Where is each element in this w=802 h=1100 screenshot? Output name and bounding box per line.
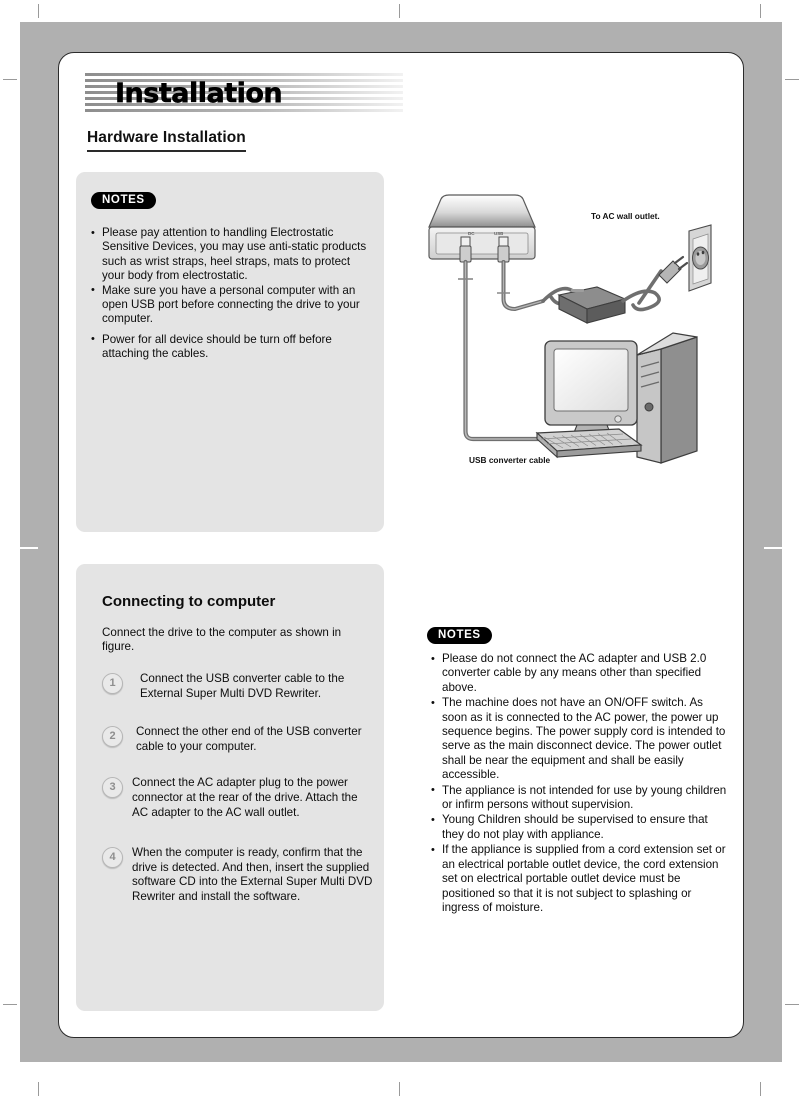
panel-intro-text: Connect the drive to the computer as shown in figure. <box>102 626 342 654</box>
crop-mark-bottom-left <box>38 1082 39 1096</box>
frame-tick-right <box>764 547 782 549</box>
connecting-steps-panel <box>76 564 384 1011</box>
step-number: 3 <box>102 777 123 798</box>
crop-mark-right-top <box>785 79 799 80</box>
crop-mark-left-top <box>3 79 17 80</box>
wall-socket-icon <box>689 225 711 291</box>
crop-mark-bottom-right <box>760 1082 761 1096</box>
crt-monitor-icon <box>545 341 637 435</box>
figure-label-ac-outlet: To AC wall outlet. <box>591 211 660 221</box>
page-title: Installation <box>115 77 283 109</box>
notes-top-body <box>91 226 369 362</box>
step-number: 4 <box>102 847 123 868</box>
ac-plug-icon <box>659 257 687 283</box>
crop-mark-left-bottom <box>3 1004 17 1005</box>
crop-mark-top-right <box>760 4 761 18</box>
step-number: 1 <box>102 673 123 694</box>
step-text: Connect the other end of the USB converter cable to your computer. <box>136 725 362 753</box>
list-item: • The machine does not have an ON/OFF switch. As soon as it is connected to the AC power, the power up sequence begins. The power supply cord is intended to serve as the main disconnect device. The power outlet shall be near the equipment and shall be easily accessible. <box>431 696 727 782</box>
section-heading: Hardware Installation <box>87 129 246 152</box>
notes-top-list <box>91 226 369 362</box>
svg-text:DC: DC <box>468 231 475 236</box>
step-text: Connect the USB converter cable to the External Super Multi DVD Rewriter. <box>140 672 345 700</box>
page-title-banner <box>85 73 403 115</box>
panel-title: Connecting to computer <box>102 593 276 610</box>
notes-badge-wrap <box>427 625 727 644</box>
power-cord-icon <box>623 257 687 310</box>
installation-diagram-svg <box>411 183 731 473</box>
notes-bottom-list <box>431 652 727 915</box>
list-item: • If the appliance is supplied from a cord extension set or an electrical portable outlet device, the cord extension set on electrical portable outlet device must be positioned so that it is not subject to splashing or ingress of moisture. <box>431 843 727 915</box>
list-item: • Young Children should be supervised to ensure that they do not play with appliance. <box>431 813 727 842</box>
notes-group-bottom <box>427 625 727 914</box>
step-text: Connect the AC adapter plug to the power connector at the rear of the drive. Attach the AC adapter to the AC wall outlet. <box>132 776 358 819</box>
figure-label-usb-cable: USB converter cable <box>469 455 551 465</box>
ac-adapter-icon <box>559 287 625 323</box>
crop-mark-top-center <box>399 4 400 18</box>
list-item: • Please do not connect the AC adapter and USB 2.0 converter cable by any means other than specified above. <box>431 652 727 695</box>
list-item: • Make sure you have a personal computer with an open USB port before connecting the drive to your computer. <box>91 284 369 327</box>
svg-text:USB: USB <box>494 231 504 236</box>
computer-tower-icon <box>637 333 697 463</box>
keyboard-icon <box>537 429 641 457</box>
list-item: • Power for all device should be turn off before attaching the cables. <box>91 333 369 362</box>
crop-mark-top-left <box>38 4 39 18</box>
external-dvd-drive-icon <box>429 195 535 259</box>
list-item: • Please pay attention to handling Electrostatic Sensitive Devices, you may use anti-static products such as wrist straps, heel straps, mats to protect your body from electrostatic. <box>91 226 369 284</box>
step-text: When the computer is ready, confirm that the drive is detected. And then, insert the supplied software CD into the External Super Multi DVD Rewriter and install the software. <box>132 846 373 903</box>
crop-mark-right-bottom <box>785 1004 799 1005</box>
installation-diagram <box>411 183 731 473</box>
list-item <box>102 846 374 904</box>
list-item: • The appliance is not intended for use by young children or infirm persons without supervision. <box>431 784 727 813</box>
desktop-computer-icon <box>537 333 697 463</box>
list-item <box>102 776 374 820</box>
crop-mark-bottom-center <box>399 1082 400 1096</box>
notes-badge-bottom: NOTES <box>427 627 492 645</box>
list-item <box>102 672 374 701</box>
step-number: 2 <box>102 726 123 747</box>
document-page <box>58 52 744 1038</box>
notes-panel-top <box>76 172 384 532</box>
frame-tick-left <box>20 547 38 549</box>
notes-bottom-body <box>431 652 727 915</box>
steps-list <box>102 672 374 905</box>
list-item <box>102 725 374 754</box>
notes-badge-top: NOTES <box>91 192 156 210</box>
